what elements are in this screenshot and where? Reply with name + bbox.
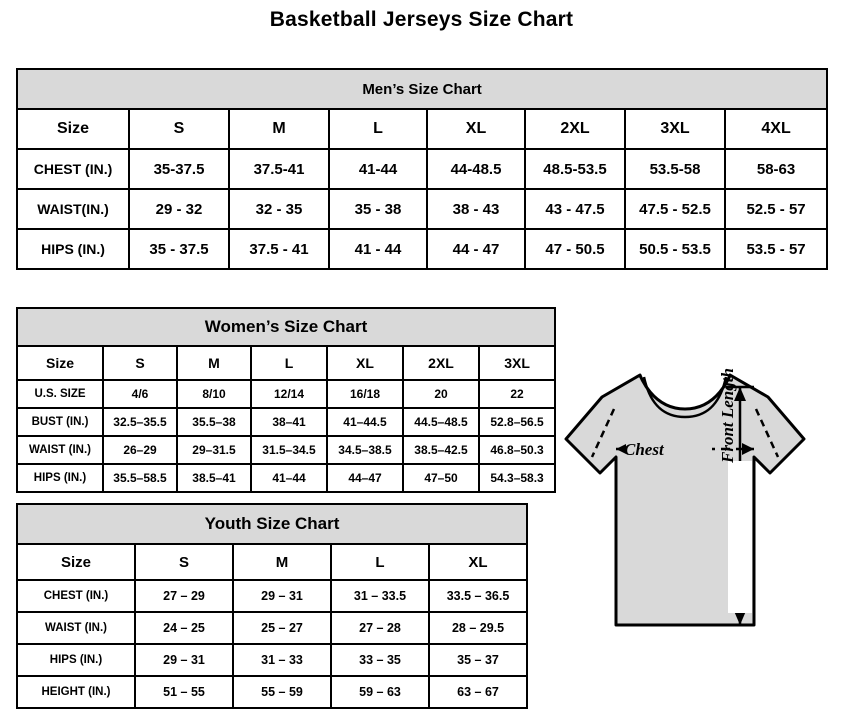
youth-column-header-row: [17, 544, 527, 580]
womens-cell-1-3: 41–44.5: [327, 408, 403, 436]
youth-row-label-2: HIPS (IN.): [17, 644, 135, 676]
womens-column-header-row: [17, 346, 555, 380]
mens-cell-0-6: 58-63: [725, 149, 827, 189]
mens-cell-1-2: 35 - 38: [329, 189, 427, 229]
mens-cell-2-3: 44 - 47: [427, 229, 525, 269]
womens-col-header-5: 2XL: [403, 346, 479, 380]
mens-cell-2-4: 47 - 50.5: [525, 229, 625, 269]
mens-row-label-0: CHEST (IN.): [17, 149, 129, 189]
womens-cell-2-3: 34.5–38.5: [327, 436, 403, 464]
chest-measure-label: Chest: [624, 440, 664, 459]
youth-col-header-1: S: [135, 544, 233, 580]
mens-col-header-6: 3XL: [625, 109, 725, 149]
mens-cell-2-0: 35 - 37.5: [129, 229, 229, 269]
mens-cell-0-5: 53.5-58: [625, 149, 725, 189]
womens-cell-0-1: 8/10: [177, 380, 251, 408]
table-row: [17, 580, 527, 612]
youth-col-header-4: XL: [429, 544, 527, 580]
womens-cell-2-0: 26–29: [103, 436, 177, 464]
womens-col-header-2: M: [177, 346, 251, 380]
womens-cell-1-1: 35.5–38: [177, 408, 251, 436]
womens-row-label-1: BUST (IN.): [17, 408, 103, 436]
womens-cell-2-5: 46.8–50.3: [479, 436, 555, 464]
front-length-measure-label: Front Length: [718, 368, 737, 463]
womens-cell-0-4: 20: [403, 380, 479, 408]
table-row: [17, 644, 527, 676]
youth-row-label-0: CHEST (IN.): [17, 580, 135, 612]
womens-cell-1-2: 38–41: [251, 408, 327, 436]
mens-cell-0-1: 37.5-41: [229, 149, 329, 189]
mens-chart-heading-row: [17, 69, 827, 109]
page-title: Basketball Jerseys Size Chart: [269, 8, 574, 31]
womens-cell-2-1: 29–31.5: [177, 436, 251, 464]
mens-cell-0-3: 44-48.5: [427, 149, 525, 189]
womens-cell-3-5: 54.3–58.3: [479, 464, 555, 492]
womens-cell-3-3: 44–47: [327, 464, 403, 492]
womens-cell-0-0: 4/6: [103, 380, 177, 408]
mens-cell-0-2: 41-44: [329, 149, 427, 189]
youth-row-label-3: HEIGHT (IN.): [17, 676, 135, 708]
mens-size-chart-table: [16, 68, 828, 270]
youth-cell-1-1: 25 – 27: [233, 612, 331, 644]
youth-cell-2-0: 29 – 31: [135, 644, 233, 676]
youth-cell-2-3: 35 – 37: [429, 644, 527, 676]
youth-chart-heading-row: [17, 504, 527, 544]
youth-cell-0-2: 31 – 33.5: [331, 580, 429, 612]
mens-cell-1-5: 47.5 - 52.5: [625, 189, 725, 229]
mens-cell-1-6: 52.5 - 57: [725, 189, 827, 229]
womens-col-header-3: L: [251, 346, 327, 380]
womens-size-chart-table: [16, 307, 556, 493]
mens-cell-1-4: 43 - 47.5: [525, 189, 625, 229]
womens-cell-2-2: 31.5–34.5: [251, 436, 327, 464]
mens-cell-1-0: 29 - 32: [129, 189, 229, 229]
mens-row-label-1: WAIST(IN.): [17, 189, 129, 229]
womens-chart-heading-row: [17, 308, 555, 346]
table-row: [17, 408, 555, 436]
youth-cell-0-3: 33.5 – 36.5: [429, 580, 527, 612]
womens-chart-heading: Women’s Size Chart: [17, 308, 555, 346]
mens-cell-2-2: 41 - 44: [329, 229, 427, 269]
womens-cell-3-0: 35.5–58.5: [103, 464, 177, 492]
youth-cell-3-3: 63 – 67: [429, 676, 527, 708]
mens-cell-1-3: 38 - 43: [427, 189, 525, 229]
table-row: [17, 464, 555, 492]
mens-col-header-4: XL: [427, 109, 525, 149]
youth-cell-3-1: 55 – 59: [233, 676, 331, 708]
womens-cell-0-3: 16/18: [327, 380, 403, 408]
womens-col-header-1: S: [103, 346, 177, 380]
youth-cell-1-2: 27 – 28: [331, 612, 429, 644]
mens-row-label-2: HIPS (IN.): [17, 229, 129, 269]
mens-col-header-7: 4XL: [725, 109, 827, 149]
youth-cell-2-1: 31 – 33: [233, 644, 331, 676]
youth-cell-0-0: 27 – 29: [135, 580, 233, 612]
womens-cell-1-5: 52.8–56.5: [479, 408, 555, 436]
youth-col-header-3: L: [331, 544, 429, 580]
mens-col-header-1: S: [129, 109, 229, 149]
womens-col-header-4: XL: [327, 346, 403, 380]
youth-chart-heading: Youth Size Chart: [17, 504, 527, 544]
youth-size-chart-table: [16, 503, 528, 709]
youth-cell-1-0: 24 – 25: [135, 612, 233, 644]
womens-row-label-0: U.S. SIZE: [17, 380, 103, 408]
mens-cell-0-0: 35-37.5: [129, 149, 229, 189]
youth-cell-0-1: 29 – 31: [233, 580, 331, 612]
youth-cell-2-2: 33 – 35: [331, 644, 429, 676]
mens-col-header-2: M: [229, 109, 329, 149]
womens-col-header-0: Size: [17, 346, 103, 380]
youth-col-header-0: Size: [17, 544, 135, 580]
womens-cell-3-1: 38.5–41: [177, 464, 251, 492]
womens-cell-0-2: 12/14: [251, 380, 327, 408]
womens-cell-1-4: 44.5–48.5: [403, 408, 479, 436]
womens-col-header-6: 3XL: [479, 346, 555, 380]
youth-col-header-2: M: [233, 544, 331, 580]
jersey-illustration-icon: [540, 353, 840, 678]
mens-cell-2-5: 50.5 - 53.5: [625, 229, 725, 269]
youth-cell-3-2: 59 – 63: [331, 676, 429, 708]
table-row: [17, 380, 555, 408]
jersey-measurement-diagram: [540, 353, 840, 678]
table-row: [17, 436, 555, 464]
mens-cell-2-1: 37.5 - 41: [229, 229, 329, 269]
mens-cell-0-4: 48.5-53.5: [525, 149, 625, 189]
mens-cell-1-1: 32 - 35: [229, 189, 329, 229]
youth-cell-3-0: 51 – 55: [135, 676, 233, 708]
womens-cell-1-0: 32.5–35.5: [103, 408, 177, 436]
womens-row-label-2: WAIST (IN.): [17, 436, 103, 464]
mens-col-header-5: 2XL: [525, 109, 625, 149]
table-row: [17, 229, 827, 269]
womens-cell-3-2: 41–44: [251, 464, 327, 492]
womens-cell-2-4: 38.5–42.5: [403, 436, 479, 464]
mens-cell-2-6: 53.5 - 57: [725, 229, 827, 269]
womens-cell-0-5: 22: [479, 380, 555, 408]
mens-col-header-3: L: [329, 109, 427, 149]
mens-col-header-0: Size: [17, 109, 129, 149]
mens-column-header-row: [17, 109, 827, 149]
table-row: [17, 149, 827, 189]
youth-cell-1-3: 28 – 29.5: [429, 612, 527, 644]
womens-row-label-3: HIPS (IN.): [17, 464, 103, 492]
womens-cell-3-4: 47–50: [403, 464, 479, 492]
table-row: [17, 612, 527, 644]
mens-chart-heading: Men’s Size Chart: [17, 69, 827, 109]
youth-row-label-1: WAIST (IN.): [17, 612, 135, 644]
table-row: [17, 676, 527, 708]
table-row: [17, 189, 827, 229]
